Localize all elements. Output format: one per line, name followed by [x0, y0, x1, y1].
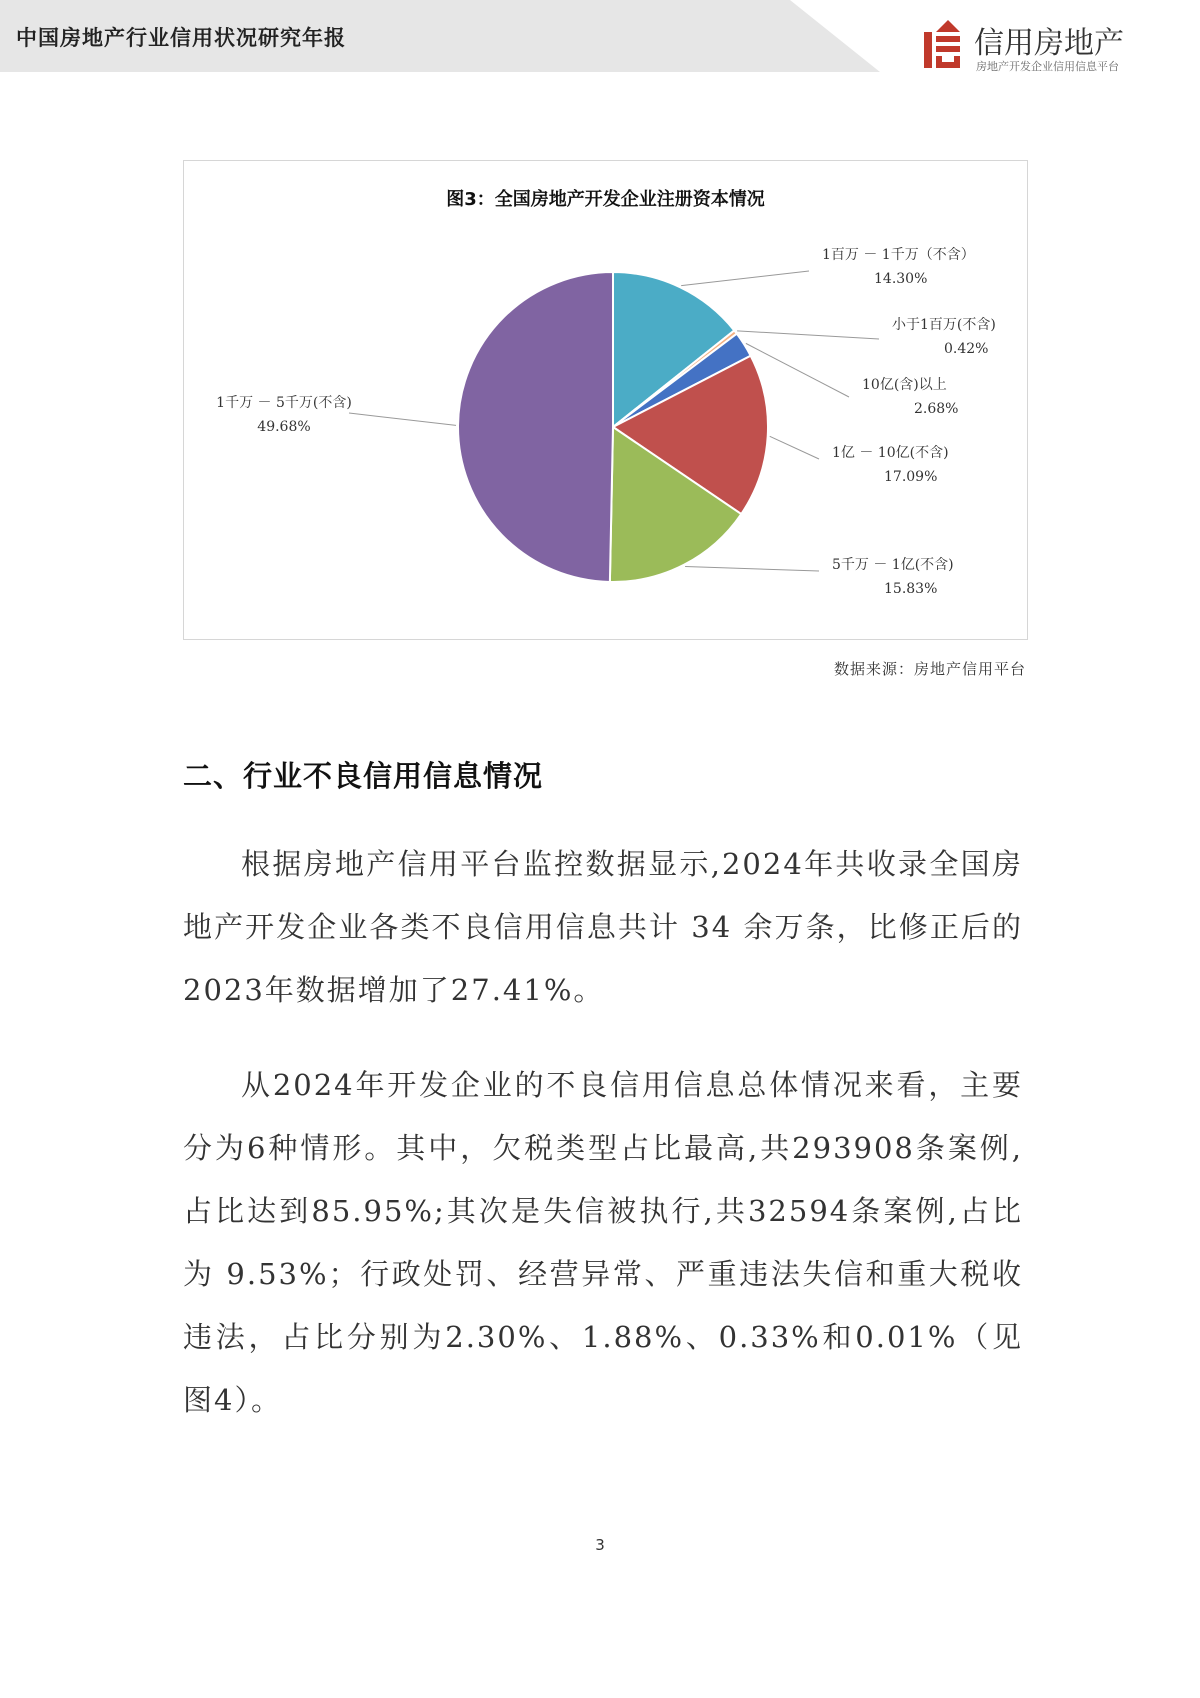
document-title: 中国房地产行业信用状况研究年报: [16, 26, 346, 50]
paragraph-2: 从2024年开发企业的不良信用信息总体情况来看，主要分为6种情形。其中，欠税类型占比最高,共293908条案例,占比达到85.95%;其次是失信被执行,共32594条案例,占比为 9.53%；行政处罚、经营异常、严重违法失信和重大税收违法，占比分别为2.30%、1.88%、0.33%和0.01%（见图4）。: [183, 1068, 1023, 1417]
leader-line: [681, 271, 809, 286]
header-band: [0, 0, 1200, 72]
paragraph-1: 根据房地产信用平台监控数据显示,2024年共收录全国房地产开发企业各类不良信用信息共计 34 余万条，比修正后的2023年数据增加了27.41%。: [183, 847, 1023, 1007]
slice-category-label: 10亿(含)以上: [862, 377, 947, 393]
slice-category-label: 1千万 － 5千万(不含): [216, 395, 352, 411]
section-heading: 二、行业不良信用信息情况: [183, 759, 544, 793]
slice-value-label: 15.83%: [884, 581, 938, 597]
leader-line: [770, 436, 819, 459]
brand-name: 信用房地产: [974, 26, 1124, 61]
data-source: 数据来源：房地产信用平台: [833, 660, 1026, 678]
chart-container: [183, 160, 1028, 640]
slice-category-label: 1亿 － 10亿(不含): [832, 445, 949, 461]
pie-slice: [458, 272, 613, 582]
leader-line: [349, 413, 456, 425]
slice-value-label: 14.30%: [874, 271, 928, 287]
brand-subtitle: 房地产开发企业信用信息平台: [976, 60, 1119, 73]
slice-value-label: 17.09%: [884, 469, 938, 485]
slice-value-label: 0.42%: [944, 341, 989, 357]
page-number: 3: [595, 1536, 605, 1554]
slice-category-label: 小于1百万(不含): [892, 317, 996, 333]
brand: [920, 18, 1160, 74]
leader-line: [685, 566, 819, 571]
leader-line: [737, 331, 879, 339]
slice-value-label: 49.68%: [257, 419, 311, 435]
chart-title: 图3：全国房地产开发企业注册资本情况: [446, 189, 765, 210]
slice-category-label: 5千万 － 1亿(不含): [832, 557, 954, 573]
slice-category-label: 1百万 － 1千万（不含）: [822, 247, 975, 263]
pie-chart: [184, 161, 1027, 639]
building-logo-icon: [920, 18, 968, 70]
slice-value-label: 2.68%: [914, 401, 959, 417]
